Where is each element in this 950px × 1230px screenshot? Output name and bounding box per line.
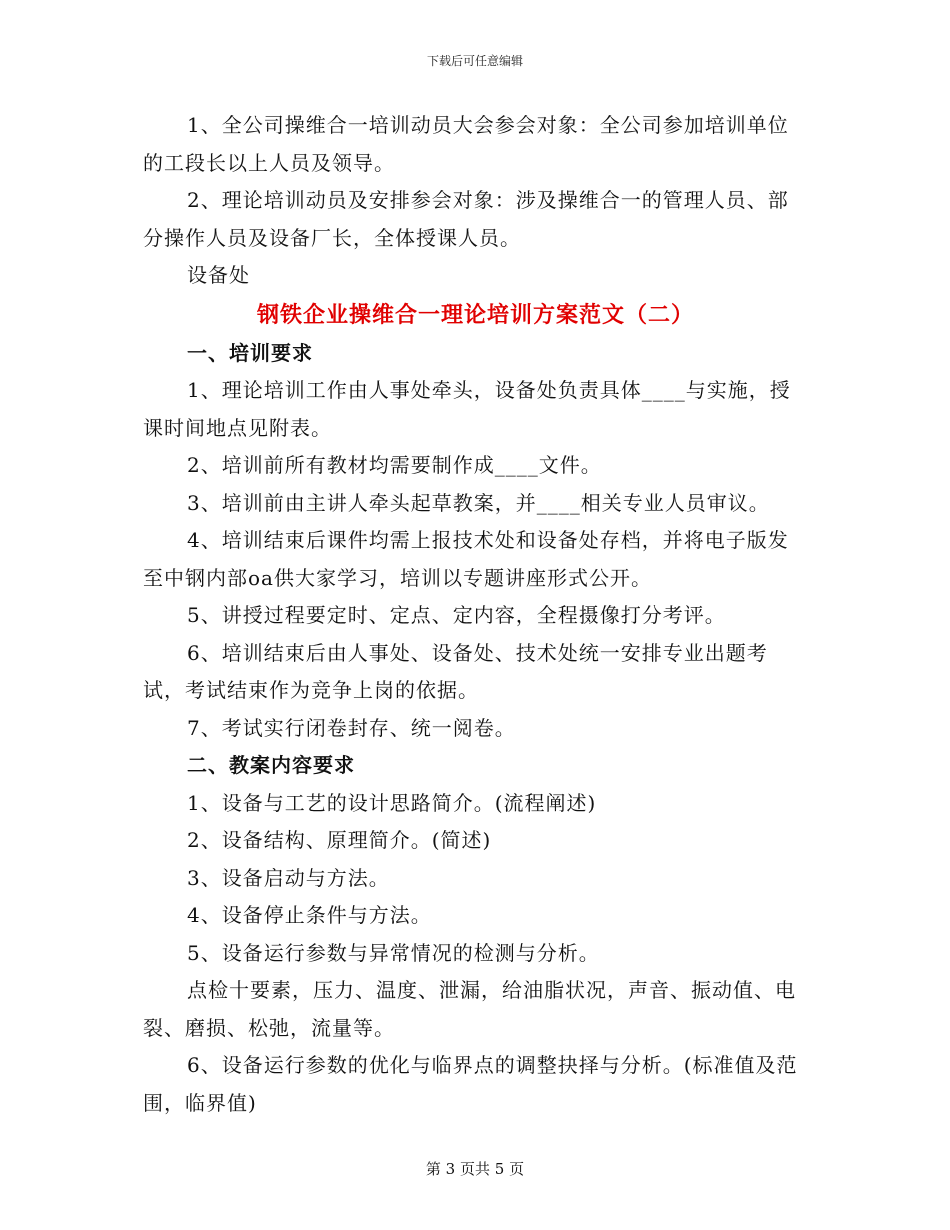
paragraph: 2、理论培训动员及安排参会对象：涉及操维合一的管理人员、部分操作人员及设备厂长，全体授课人员。 <box>143 188 789 250</box>
document-title: 钢铁企业操维合一理论培训方案范文（二） <box>256 301 694 328</box>
section-heading: 二、教案内容要求 <box>187 753 355 777</box>
list-item: 6、培训结束后由人事处、设备处、技术处统一安排专业出题考试，考试结束作为竞争上岗的依据。 <box>143 640 768 702</box>
list-item: 5、设备运行参数与异常情况的检测与分析。 <box>187 940 600 965</box>
document-body <box>143 107 808 1122</box>
signature-department: 设备处 <box>187 263 250 287</box>
page-header: 下载后可任意编辑 <box>426 54 523 68</box>
list-item: 2、培训前所有教材均需要制作成____文件。 <box>187 453 602 477</box>
list-item: 1、理论培训工作由人事处牵头，设备处负责具体____与实施，授课时间地点见附表。 <box>143 378 791 440</box>
list-item: 6、设备运行参数的优化与临界点的调整抉择与分析。(标准值及范围，临界值) <box>143 1053 798 1115</box>
list-item: 点检十要素，压力、温度、泄漏，给油脂状况，声音、振动值、电裂、磨损、松弛，流量等。 <box>143 978 796 1040</box>
list-item: 1、设备与工艺的设计思路简介。(流程阐述) <box>187 790 597 815</box>
list-item: 4、培训结束后课件均需上报技术处和设备处存档，并将电子版发至中钢内部oa供大家学习，培训以专题讲座形式公开。 <box>143 528 789 590</box>
list-item: 4、设备停止条件与方法。 <box>187 903 432 927</box>
section-heading: 一、培训要求 <box>187 340 313 365</box>
list-item: 2、设备结构、原理简介。(简述) <box>187 828 492 852</box>
list-item: 3、设备启动与方法。 <box>187 865 390 890</box>
page-footer: 第 3 页共 5 页 <box>425 1160 525 1178</box>
list-item: 7、考试实行闭卷封存、统一阅卷。 <box>187 715 516 740</box>
list-item: 3、培训前由主讲人牵头起草教案，并____相关专业人员审议。 <box>187 490 770 515</box>
list-item: 5、讲授过程要定时、定点、定内容，全程摄像打分考评。 <box>187 603 726 627</box>
paragraph: 1、全公司操维合一培训动员大会参会对象：全公司参加培训单位的工段长以上人员及领导。 <box>143 113 789 175</box>
